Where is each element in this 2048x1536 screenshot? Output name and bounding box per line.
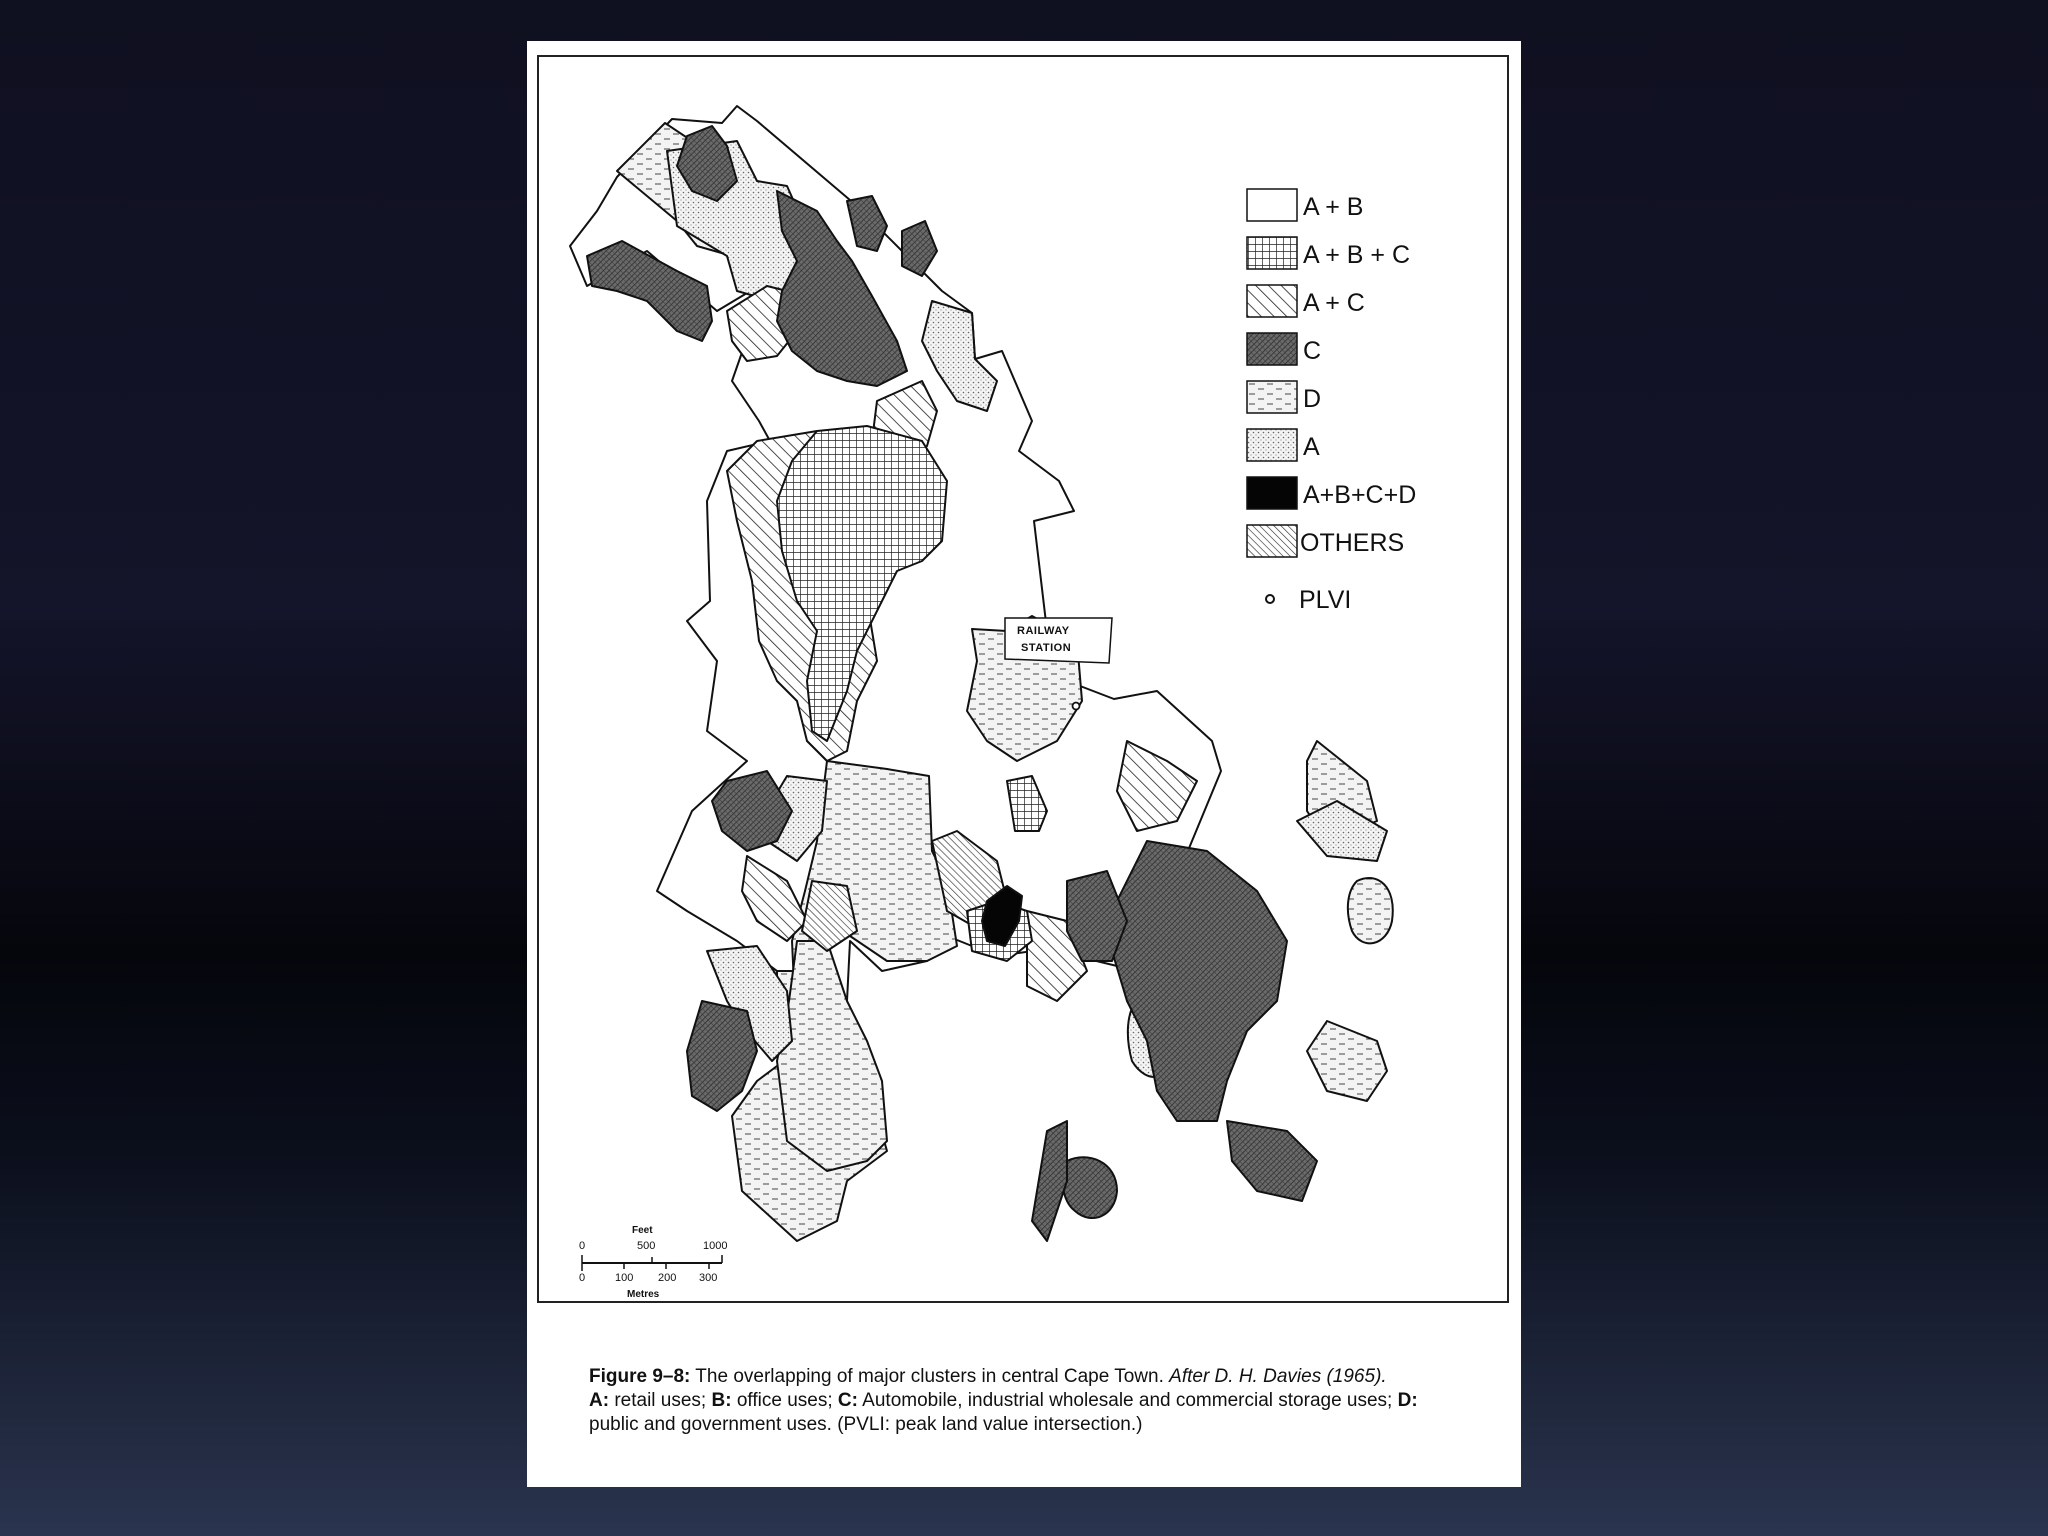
caption-c-text: Automobile, industrial wholesale and commercial storage uses; [857, 1390, 1398, 1411]
map-regions [570, 106, 1393, 1241]
legend-label-others: OTHERS [1300, 529, 1405, 557]
caption-b-label: B: [711, 1390, 732, 1411]
legend-item-others [1247, 525, 1404, 557]
legend-item-a-plus-b-plus-c [1247, 237, 1410, 269]
caption-d-text: public and government uses. (PVLI: peak land value intersection.) [589, 1414, 1143, 1435]
legend-label-a-plus-c: A + C [1303, 289, 1365, 317]
scale-metre-tick-300: 300 [699, 1272, 718, 1284]
legend-item-a-plus-c [1247, 285, 1365, 317]
region-c-south-center [1063, 1157, 1117, 1218]
caption-a-text: retail uses; [609, 1390, 712, 1411]
legend-item-plvi [1266, 586, 1351, 614]
scale-feet-tick-1000: 1000 [703, 1240, 728, 1252]
region-c-southeast-block [1227, 1121, 1317, 1201]
region-d-oval-east [1348, 878, 1393, 943]
figure-caption [589, 1365, 1469, 1437]
legend-label-d: D [1303, 385, 1322, 413]
scale-metre-tick-0: 0 [579, 1272, 586, 1284]
scale-metre-tick-200: 200 [658, 1272, 677, 1284]
region-d-south [777, 941, 887, 1171]
caption-figure-label: Figure 9–8: [589, 1366, 691, 1387]
legend-label-plvi: PLVI [1299, 586, 1352, 614]
plvi-marker [1073, 703, 1080, 710]
legend-item-a-plus-b-plus-c-plus-d [1247, 477, 1416, 509]
caption-line-figure [589, 1365, 1469, 1389]
scale-bar [579, 1225, 727, 1300]
legend-label-a-plus-b: A + B [1303, 193, 1364, 221]
scale-feet-tick-0: 0 [579, 1240, 586, 1252]
legend-item-a [1247, 429, 1320, 461]
scale-feet-tick-500: 500 [637, 1240, 656, 1252]
caption-b-text: office uses; [731, 1390, 838, 1411]
scale-metres-title: Metres [627, 1289, 660, 1300]
scale-feet-title: Feet [632, 1225, 653, 1236]
caption-figure-text: The overlapping of major clusters in central Cape Town. [690, 1366, 1170, 1387]
region-c-south-strip [1032, 1121, 1067, 1241]
legend-label-c: C [1303, 337, 1322, 365]
legend-label-a-plus-b-plus-c-plus-d: A+B+C+D [1303, 481, 1417, 509]
legend-label-a: A [1303, 433, 1320, 461]
legend-item-a-plus-b [1247, 189, 1363, 221]
legend-label-a-plus-b-plus-c: A + B + C [1303, 241, 1411, 269]
cape-town-cluster-map [527, 41, 1521, 1341]
scale-metre-tick-100: 100 [615, 1272, 634, 1284]
caption-line-definitions [589, 1389, 1469, 1437]
legend-item-d [1247, 381, 1321, 413]
legend-item-c [1247, 333, 1321, 365]
legend [1247, 189, 1416, 614]
slide-page [527, 41, 1521, 1487]
station-label-line-1: RAILWAY [1017, 625, 1070, 637]
station-label-line-2: STATION [1021, 642, 1072, 654]
caption-d-label: D: [1397, 1390, 1418, 1411]
caption-attribution: After D. H. Davies (1965). [1169, 1366, 1387, 1387]
region-c-north-far-east [902, 221, 937, 276]
railway-station [1005, 618, 1112, 663]
caption-a-label: A: [589, 1390, 610, 1411]
region-c-east-large [1112, 841, 1287, 1121]
region-d-southeast [1307, 1021, 1387, 1101]
caption-c-label: C: [837, 1390, 858, 1411]
